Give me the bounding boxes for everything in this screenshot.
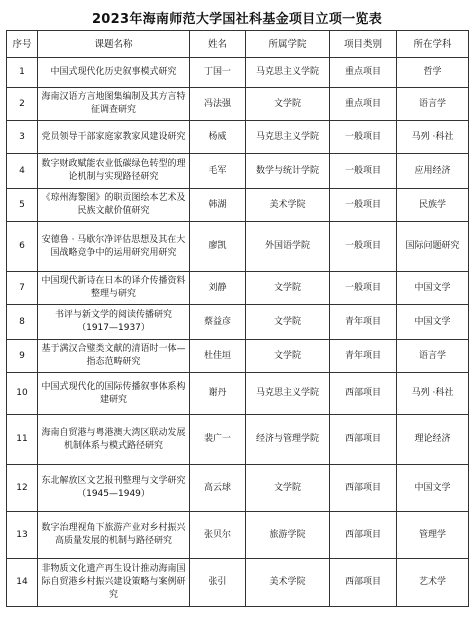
- project-table: [6, 30, 469, 607]
- cell-type: 一般项目: [330, 189, 397, 222]
- cell-discipline: 艺术学: [397, 559, 469, 607]
- cell-name: 冯法强: [190, 88, 246, 121]
- table-row: [7, 465, 469, 512]
- cell-college: 旅游学院: [246, 512, 330, 559]
- cell-discipline: 理论经济: [397, 415, 469, 465]
- cell-discipline: 中国文学: [397, 465, 469, 512]
- table-row: [7, 154, 469, 189]
- cell-discipline: 哲学: [397, 58, 469, 88]
- cell-topic: 书评与新文学的阅读传播研究（1917—1937）: [38, 305, 190, 340]
- cell-college: 经济与管理学院: [246, 415, 330, 465]
- table-row: [7, 121, 469, 154]
- table-row: [7, 58, 469, 88]
- cell-type: 西部项目: [330, 512, 397, 559]
- cell-topic: 东北解放区文艺报刊整理与文学研究（1945—1949）: [38, 465, 190, 512]
- cell-name: 高云球: [190, 465, 246, 512]
- cell-type: 青年项目: [330, 305, 397, 340]
- header-type: 项目类别: [330, 31, 397, 58]
- cell-type: 重点项目: [330, 88, 397, 121]
- cell-name: 廖凯: [190, 222, 246, 272]
- cell-name: 杜佳垣: [190, 340, 246, 373]
- cell-no: 12: [7, 465, 38, 512]
- table-row: [7, 512, 469, 559]
- header-college: 所属学院: [246, 31, 330, 58]
- cell-discipline: 语言学: [397, 340, 469, 373]
- cell-discipline: 国际问题研究: [397, 222, 469, 272]
- cell-topic: 中国式现代化历史叙事模式研究: [38, 58, 190, 88]
- cell-topic: 基于满汉合璧类文献的清语时一体—指态范畴研究: [38, 340, 190, 373]
- cell-discipline: 语言学: [397, 88, 469, 121]
- cell-name: 张贝尔: [190, 512, 246, 559]
- table-row: [7, 88, 469, 121]
- cell-topic: 《琼州海黎图》的职贡图绘本艺术及民族文献价值研究: [38, 189, 190, 222]
- cell-no: 10: [7, 373, 38, 415]
- cell-type: 重点项目: [330, 58, 397, 88]
- cell-type: 西部项目: [330, 415, 397, 465]
- cell-name: 刘静: [190, 272, 246, 305]
- cell-topic: 中国式现代化的国际传播叙事体系构建研究: [38, 373, 190, 415]
- cell-college: 外国语学院: [246, 222, 330, 272]
- cell-topic: 海南自贸港与粤港澳大湾区联动发展机制体系与模式路径研究: [38, 415, 190, 465]
- cell-type: 一般项目: [330, 272, 397, 305]
- cell-college: 文学院: [246, 340, 330, 373]
- cell-no: 4: [7, 154, 38, 189]
- table-header-row: [7, 31, 469, 58]
- cell-name: 张引: [190, 559, 246, 607]
- cell-topic: 非物质文化遗产再生设计推动海南国际自贸港乡村振兴建设策略与案例研究: [38, 559, 190, 607]
- cell-type: 一般项目: [330, 222, 397, 272]
- cell-type: 一般项目: [330, 154, 397, 189]
- cell-topic: 数字财政赋能农业低碳绿色转型的理论机制与实现路径研究: [38, 154, 190, 189]
- cell-topic: 海南汉语方言地图集编制及其方言特征调查研究: [38, 88, 190, 121]
- cell-no: 11: [7, 415, 38, 465]
- cell-college: 文学院: [246, 272, 330, 305]
- cell-college: 美术学院: [246, 559, 330, 607]
- cell-discipline: 马列 ·科社: [397, 373, 469, 415]
- cell-discipline: 民族学: [397, 189, 469, 222]
- cell-no: 5: [7, 189, 38, 222]
- table-row: [7, 305, 469, 340]
- cell-no: 3: [7, 121, 38, 154]
- header-discipline: 所在学科: [397, 31, 469, 58]
- cell-college: 数学与统计学院: [246, 154, 330, 189]
- cell-college: 文学院: [246, 305, 330, 340]
- table-row: [7, 415, 469, 465]
- table-row: [7, 373, 469, 415]
- cell-college: 马克思主义学院: [246, 373, 330, 415]
- header-no: 序号: [7, 31, 38, 58]
- cell-topic: 安德鲁 · 马歇尔净评估思想及其在大国战略竞争中的运用研究用研究: [38, 222, 190, 272]
- header-topic: 课题名称: [38, 31, 190, 58]
- cell-college: 美术学院: [246, 189, 330, 222]
- table-row: [7, 189, 469, 222]
- table-row: [7, 340, 469, 373]
- cell-no: 14: [7, 559, 38, 607]
- cell-college: 马克思主义学院: [246, 121, 330, 154]
- table-row: [7, 222, 469, 272]
- cell-name: 丁国一: [190, 58, 246, 88]
- cell-college: 马克思主义学院: [246, 58, 330, 88]
- cell-type: 西部项目: [330, 465, 397, 512]
- cell-college: 文学院: [246, 88, 330, 121]
- cell-discipline: 应用经济: [397, 154, 469, 189]
- cell-no: 1: [7, 58, 38, 88]
- cell-discipline: 中国文学: [397, 272, 469, 305]
- cell-college: 文学院: [246, 465, 330, 512]
- cell-discipline: 马列 ·科社: [397, 121, 469, 154]
- cell-no: 7: [7, 272, 38, 305]
- cell-discipline: 管理学: [397, 512, 469, 559]
- cell-name: 韩湖: [190, 189, 246, 222]
- cell-topic: 中国现代新诗在日本的译介传播资料整理与研究: [38, 272, 190, 305]
- header-name: 姓名: [190, 31, 246, 58]
- cell-type: 西部项目: [330, 373, 397, 415]
- table-row: [7, 272, 469, 305]
- cell-name: 裴广一: [190, 415, 246, 465]
- cell-no: 2: [7, 88, 38, 121]
- cell-discipline: 中国文学: [397, 305, 469, 340]
- cell-no: 8: [7, 305, 38, 340]
- cell-type: 西部项目: [330, 559, 397, 607]
- cell-no: 13: [7, 512, 38, 559]
- cell-topic: 党员领导干部家庭家教家风建设研究: [38, 121, 190, 154]
- cell-no: 9: [7, 340, 38, 373]
- cell-type: 青年项目: [330, 340, 397, 373]
- cell-name: 毛军: [190, 154, 246, 189]
- cell-type: 一般项目: [330, 121, 397, 154]
- document-title: 2023年海南师范大学国社科基金项目立项一览表: [91, 12, 383, 27]
- cell-name: 蔡益彦: [190, 305, 246, 340]
- table-row: [7, 559, 469, 607]
- cell-no: 6: [7, 222, 38, 272]
- cell-name: 杨威: [190, 121, 246, 154]
- cell-name: 谢丹: [190, 373, 246, 415]
- cell-topic: 数字治理视角下旅游产业对乡村振兴高质量发展的机制与路径研究: [38, 512, 190, 559]
